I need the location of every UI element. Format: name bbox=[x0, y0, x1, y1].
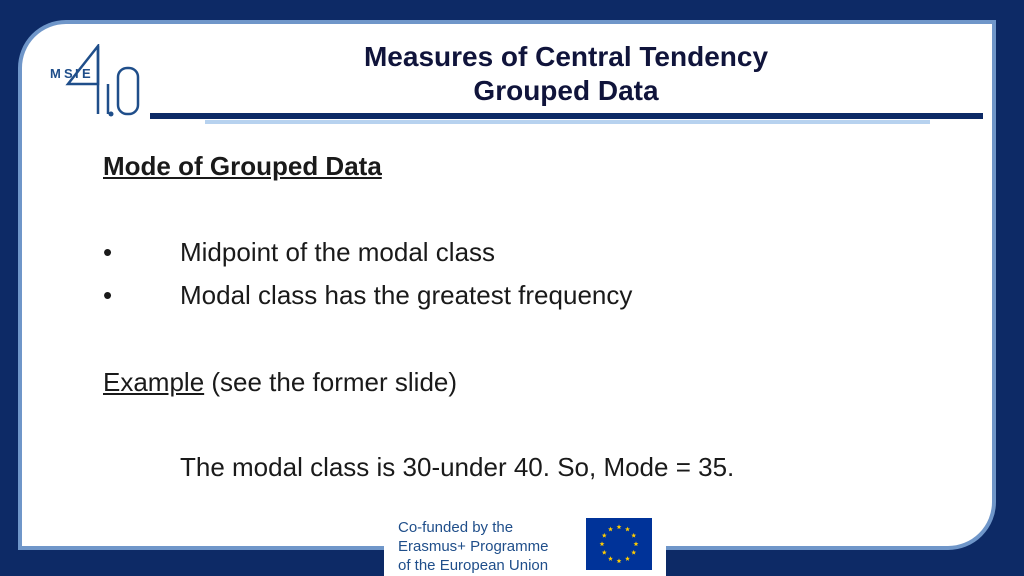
svg-text:I: I bbox=[75, 66, 79, 81]
eu-funding-badge bbox=[384, 508, 666, 576]
bullet-marker: • bbox=[103, 237, 113, 267]
funding-line: Erasmus+ Programme bbox=[398, 538, 549, 555]
svg-text:M: M bbox=[50, 66, 61, 81]
header-rule bbox=[150, 113, 983, 119]
svg-text:E: E bbox=[82, 66, 91, 81]
bullet-text: Modal class has the greatest frequency bbox=[180, 280, 633, 310]
funding-line: Co-funded by the bbox=[398, 519, 514, 536]
header-rule-shadow bbox=[205, 120, 930, 124]
funding-line: of the European Union bbox=[398, 557, 549, 574]
svg-text:S: S bbox=[64, 66, 73, 81]
example-note: (see the former slide) bbox=[204, 367, 458, 397]
title-line-2: Grouped Data bbox=[473, 75, 659, 106]
section-heading: Mode of Grouped Data bbox=[103, 151, 382, 181]
bullet-marker: • bbox=[103, 280, 113, 310]
funding-text bbox=[398, 518, 568, 575]
slide-title bbox=[340, 40, 792, 108]
title-line-1: Measures of Central Tendency bbox=[363, 41, 769, 72]
example-label: Example bbox=[103, 367, 205, 397]
msie-logo bbox=[50, 44, 145, 119]
eu-flag-icon bbox=[586, 518, 652, 570]
example-line bbox=[103, 367, 457, 398]
bullet-text: Midpoint of the modal class bbox=[180, 237, 496, 267]
conclusion-text: The modal class is 30-under 40. So, Mode = 35. bbox=[180, 452, 735, 482]
